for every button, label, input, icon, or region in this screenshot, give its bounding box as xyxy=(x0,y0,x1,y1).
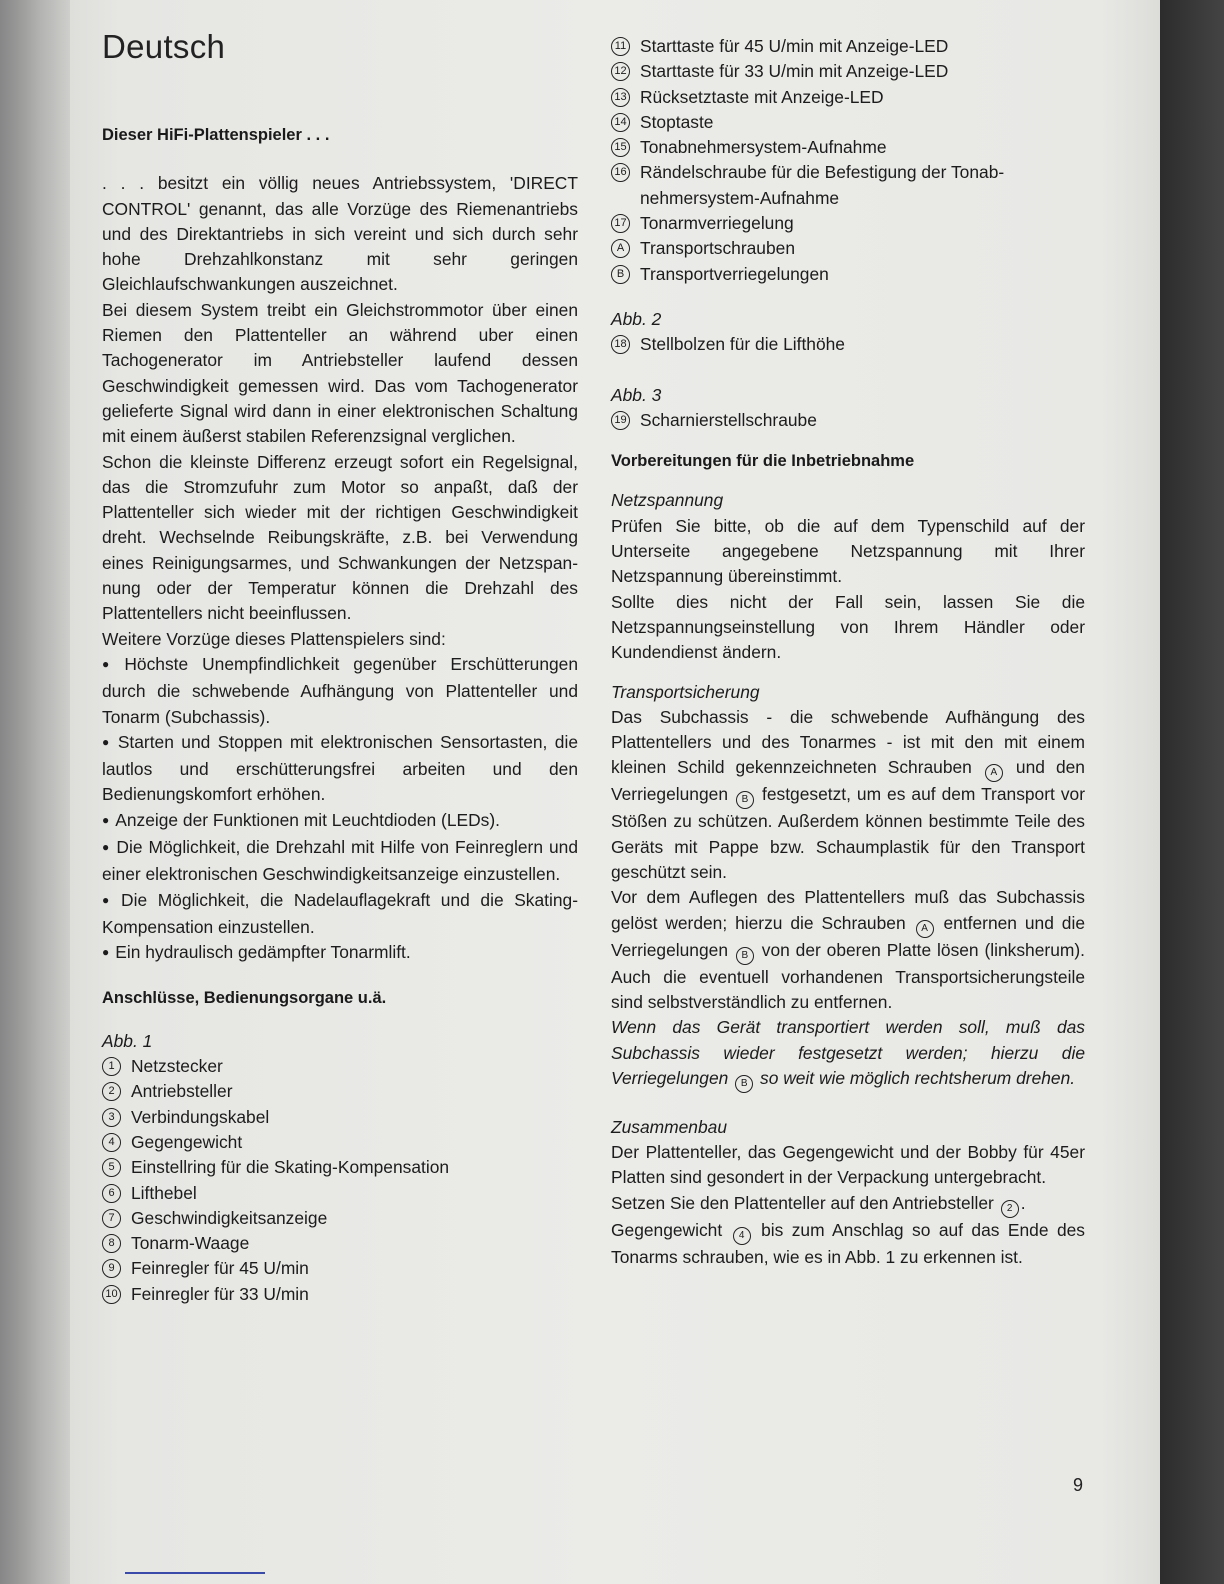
item-label: Verbindungskabel xyxy=(131,1106,270,1127)
figure-1-legend-continued xyxy=(611,34,1085,287)
legend-item xyxy=(102,1256,578,1281)
item-number: 8 xyxy=(102,1234,121,1253)
ref-number: A xyxy=(916,920,934,938)
left-column xyxy=(102,28,578,1307)
language-heading: Deutsch xyxy=(102,28,226,65)
item-number: 12 xyxy=(611,62,630,81)
item-number: 7 xyxy=(102,1209,121,1228)
edge-mark xyxy=(125,1572,265,1574)
item-label: Stoptaste xyxy=(640,111,714,132)
legend-item xyxy=(611,135,1085,160)
legend-item xyxy=(611,110,1085,135)
ref-number: B xyxy=(736,791,754,809)
subheading-mains-voltage: Netzspannung xyxy=(611,490,724,511)
text-run: Wenn das Gerät transportiert werden soll, muß das Subchassis wieder festgesetzt werden; hierzu die Verriegelungen xyxy=(611,1017,1085,1088)
item-number: 19 xyxy=(611,411,630,430)
item-number: 2 xyxy=(102,1082,121,1101)
item-number: 17 xyxy=(611,214,630,233)
item-number: 9 xyxy=(102,1259,121,1278)
page-number: 9 xyxy=(1073,1475,1084,1495)
item-label: Geschwindigkeitsanzeige xyxy=(131,1207,328,1228)
system-paragraph: Bei diesem System treibt ein Gleichstrommotor über einen Riemen den Plattenteller an während uber einen Tachogenerator im Antriebsteller laufend dessen Geschwindigkeit gemessen wird. Das vom Tachogenerator gelieferte Signal wird dann in einer elektronischen Schaltung mit einem äußerst stabilen Referenzsignal verglichen. xyxy=(102,299,578,447)
item-number: 3 xyxy=(102,1108,121,1127)
section-title-turntable: Dieser HiFi-Plattenspieler . . . xyxy=(102,126,330,144)
legend-item xyxy=(102,1155,578,1180)
subheading-transport-lock: Transportsicherung xyxy=(611,681,760,702)
item-label: Netzstecker xyxy=(131,1056,223,1077)
item-number: 16 xyxy=(611,163,630,182)
item-label: Rücksetztaste mit Anzeige-LED xyxy=(640,86,884,107)
advantages-intro: Weitere Vorzüge dieses Plattenspielers sind: xyxy=(102,628,446,649)
text-run: Das Subchassis - die schwebende Aufhängung des Plattentellers und des Tonarmes - ist mit den mit einem kleinen Schild gekennzeichneten Schrauben xyxy=(611,706,1085,778)
legend-item xyxy=(611,211,1085,236)
assembly-paragraph-3 xyxy=(611,1218,1085,1270)
transport-paragraph-3 xyxy=(611,1015,1085,1093)
text-run: bis zum Anschlag so auf das Ende des Tonarms schrauben, wie es in Abb. 1 zu erkennen ist. xyxy=(611,1219,1085,1267)
legend-item xyxy=(611,332,1085,357)
item-label: Antriebsteller xyxy=(131,1081,233,1102)
item-label: Rändelschraube für die Befestigung der Tonabnehmersystem-Aufnahme xyxy=(640,162,1005,208)
legend-item xyxy=(611,236,1085,261)
item-label: Scharnierstellschraube xyxy=(640,409,817,430)
figure-2-label: Abb. 2 xyxy=(611,308,662,329)
control-paragraph: Schon die kleinste Differenz erzeugt sofort ein Regelsignal, das die Stromzufuhr zum Motor so anpaßt, daß der Plattenteller sich wieder mit der richtigen Geschwindigkeit dreht. Wechselnde Reibungskräfte, z.B. bei Verwendung eines Reinigungsarmes, und Schwankungen der Netzspannung oder der Temperatur können die Drehzahl des Plattentellers nicht beeinflussen. xyxy=(102,451,578,624)
section-title-controls: Anschlüsse, Bedienungsorgane u.ä. xyxy=(102,988,387,1007)
legend-item xyxy=(102,1054,578,1079)
text-run: festgesetzt, um es auf dem Transport vor Stößen zu schützen. Außerdem können bestimmte Teile des Geräts mit Pappe bzw. Schaumplastik für den Transport geschützt sein. xyxy=(611,784,1085,883)
transport-paragraph-2 xyxy=(611,885,1085,1015)
figure-3-label: Abb. 3 xyxy=(611,384,662,405)
advantage-item: ● Höchste Unempfindlichkeit gegenüber Erschütterungen durch die schwebende Aufhängung von Plattenteller und Tonarm (Subchassis). xyxy=(102,652,578,730)
item-number: 18 xyxy=(611,335,630,354)
legend-item xyxy=(102,1206,578,1231)
figure-1-label: Abb. 1 xyxy=(102,1030,153,1051)
ref-number: B xyxy=(736,947,754,965)
item-label: Tonabnehmersystem-Aufnahme xyxy=(640,137,887,158)
item-label: Tonarm-Waage xyxy=(131,1233,250,1254)
item-number: 15 xyxy=(611,138,630,157)
advantage-item: ● Ein hydraulisch gedämpfter Tonarmlift. xyxy=(102,940,578,967)
ref-number: 2 xyxy=(1001,1200,1019,1218)
legend-item xyxy=(102,1181,578,1206)
text-run: und den Verriegelungen xyxy=(611,757,1085,805)
ref-number: B xyxy=(735,1075,753,1093)
binding-shadow xyxy=(0,0,70,1584)
item-label: Feinregler für 45 U/min xyxy=(131,1258,309,1279)
intro-paragraph: . . . besitzt ein völlig neues Antriebssystem, 'DIRECT CONTROL' genannt, das alle Vorzüge des Riemenantriebs und des Direktantriebs in sich vereint und sich durch sehr hohe Drehzahlkonstanz mit sehr geringen Gleichlaufschwankungen auszeichnet. xyxy=(102,173,578,295)
assembly-paragraph-1: Der Plattenteller, das Gegengewicht und der Bobby für 45er Platten sind gesondert in der Verpackung untergebracht. xyxy=(611,1142,1085,1188)
ref-number: A xyxy=(985,764,1003,782)
legend-item xyxy=(611,34,1085,59)
figure-2-legend xyxy=(611,332,1085,357)
legend-item xyxy=(611,85,1085,110)
advantage-item: ● Starten und Stoppen mit elektronischen Sensortasten, die lautlos und erschütterungsfrei arbeiten und den Bedienungskomfort erhöhen. xyxy=(102,730,578,808)
item-number: 1 xyxy=(102,1057,121,1076)
item-label: Tonarmverriegelung xyxy=(640,213,794,234)
text-run: Vor dem Auflegen des Plattentellers muß das Subchassis gelöst werden; hierzu die Schrauben xyxy=(611,887,1085,933)
legend-item xyxy=(102,1130,578,1155)
text-run: von der oberen Platte lösen (linksherum). Auch die eventuell vorhandenen Transportsicherungsteile sind selbstverständlich zu entfernen. xyxy=(611,939,1085,1012)
transport-paragraph-1 xyxy=(611,705,1085,885)
text-run: Gegengewicht xyxy=(611,1219,723,1240)
mains-voltage-paragraph-1: Prüfen Sie bitte, ob die auf dem Typenschild auf der Unterseite angegebene Netzspannung mit Ihrer Netzspannung übereinstimmt. xyxy=(611,515,1085,587)
assembly-paragraph-2 xyxy=(611,1191,1085,1218)
scan-edge xyxy=(1160,0,1224,1584)
section-title-preparation: Vorbereitungen für die Inbetriebnahme xyxy=(611,452,915,471)
legend-item xyxy=(102,1282,578,1307)
item-number: 10 xyxy=(102,1285,121,1304)
legend-item xyxy=(611,59,1085,84)
subheading-assembly: Zusammenbau xyxy=(611,1116,727,1137)
item-number: 5 xyxy=(102,1158,121,1177)
text-run: Setzen Sie den Plattenteller auf den Antriebsteller xyxy=(611,1192,994,1213)
item-label: Feinregler für 33 U/min xyxy=(131,1283,309,1304)
advantage-item: ● Die Möglichkeit, die Nadelauflagekraft und die Skating-Kompensation einzustellen. xyxy=(102,888,578,941)
item-label: Starttaste für 45 U/min mit Anzeige-LED xyxy=(640,36,949,56)
item-label: Einstellring für die Skating-Kompensation xyxy=(131,1157,450,1178)
text-run: . xyxy=(1020,1192,1026,1213)
text-run: so weit wie möglich rechtsherum drehen. xyxy=(760,1067,1076,1088)
item-number: 6 xyxy=(102,1184,121,1203)
item-label: Stellbolzen für die Lifthöhe xyxy=(640,334,845,355)
text-run: entfernen und die Verriegelungen xyxy=(611,912,1086,960)
item-label: Transportschrauben xyxy=(640,238,795,259)
item-number: A xyxy=(611,239,630,258)
legend-item xyxy=(102,1231,578,1256)
legend-item xyxy=(102,1105,578,1130)
advantage-item: ● Die Möglichkeit, die Drehzahl mit Hilfe von Feinreglern und einer elektronischen Geschwindigkeitsanzeige einzustellen. xyxy=(102,835,578,888)
item-number: 4 xyxy=(102,1133,121,1152)
item-label: Lifthebel xyxy=(131,1182,197,1203)
item-label: Starttaste für 33 U/min mit Anzeige-LED xyxy=(640,61,949,82)
item-number: B xyxy=(611,265,630,284)
legend-item xyxy=(611,160,1085,211)
right-column xyxy=(611,34,1085,1270)
mains-voltage-paragraph-2: Sollte dies nicht der Fall sein, lassen Sie die Netzspannungseinstellung von Ihrem Händler oder Kundendienst ändern. xyxy=(611,591,1085,663)
item-number: 13 xyxy=(611,88,630,107)
item-label: Gegengewicht xyxy=(131,1131,243,1152)
legend-item xyxy=(102,1079,578,1104)
advantage-item: ● Anzeige der Funktionen mit Leuchtdioden (LEDs). xyxy=(102,808,578,835)
figure-1-legend xyxy=(102,1054,578,1307)
legend-item xyxy=(611,262,1085,287)
legend-item xyxy=(611,408,1085,433)
item-number: 11 xyxy=(611,37,630,56)
item-label: Transportverriegelungen xyxy=(640,263,829,284)
item-number: 14 xyxy=(611,113,630,132)
ref-number: 4 xyxy=(733,1227,751,1245)
figure-3-legend xyxy=(611,408,1085,433)
